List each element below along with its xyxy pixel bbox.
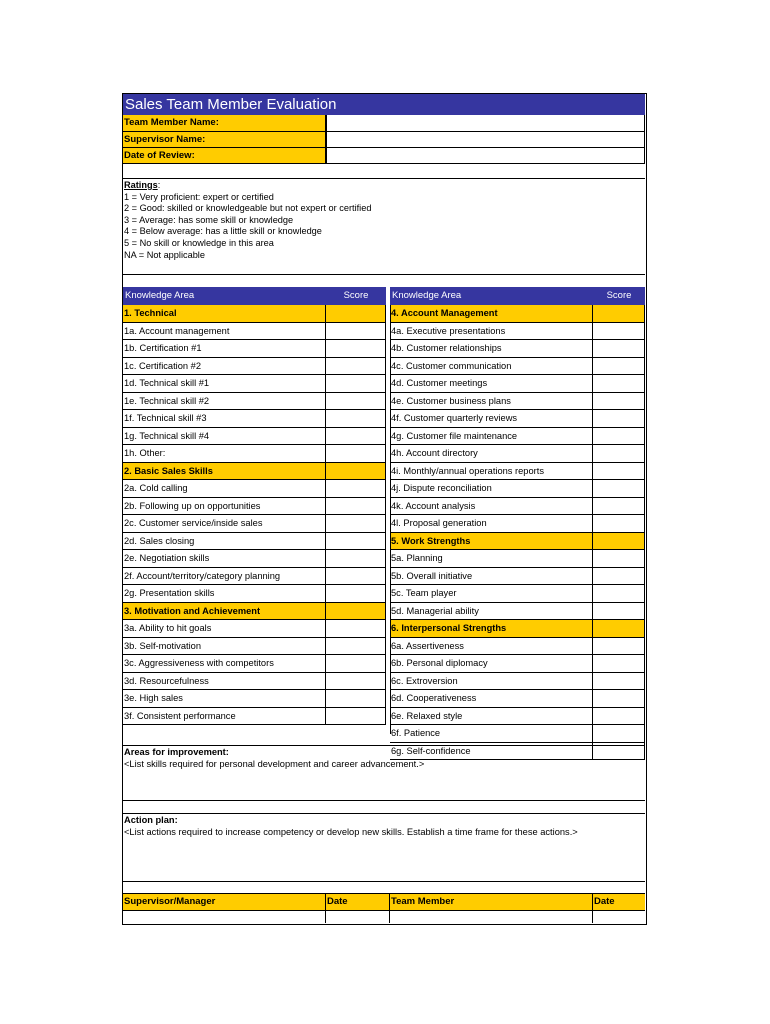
skill-label: 6e. Relaxed style [390,708,593,726]
skill-label: 6a. Assertiveness [390,638,593,656]
skill-label: 2f. Account/territory/category planning [123,568,326,586]
score-cell[interactable] [593,620,645,638]
skill-label: 4h. Account directory [390,445,593,463]
team-member-signature-field[interactable] [390,911,593,923]
score-cell[interactable] [593,358,645,376]
skill-label: 1b. Certification #1 [123,340,326,358]
rating-line: 4 = Below average: has a little skill or knowledge [124,226,322,237]
skill-label: 6f. Patience [390,725,593,743]
score-cell[interactable] [326,550,386,568]
table-row [390,358,645,376]
skill-label: 2a. Cold calling [123,480,326,498]
score-cell[interactable] [326,655,386,673]
score-cell[interactable] [593,445,645,463]
score-cell[interactable] [593,708,645,726]
skill-label: 4a. Executive presentations [390,323,593,341]
table-row [390,725,645,743]
skill-label: 2e. Negotiation skills [123,550,326,568]
right-score-header: Score [593,287,645,305]
evaluation-form [122,93,647,925]
skill-label: 2g. Presentation skills [123,585,326,603]
skill-label: 2b. Following up on opportunities [123,498,326,516]
category-row [123,463,386,481]
table-row [390,375,645,393]
skill-label: 3b. Self-motivation [123,638,326,656]
score-cell[interactable] [326,340,386,358]
score-cell[interactable] [593,463,645,481]
form-title: Sales Team Member Evaluation [123,94,645,115]
date-of-review-label: Date of Review: [123,148,326,164]
team-member-name-label: Team Member Name: [123,115,326,132]
table-row [123,410,386,428]
team-member-date-label: Date [593,894,645,911]
skill-label: 6g. Self-confidence [390,743,593,761]
skill-label: 4j. Dispute reconciliation [390,480,593,498]
table-row [390,603,645,621]
skill-label: 1g. Technical skill #4 [123,428,326,446]
column-separator [390,305,391,734]
table-row [123,690,386,708]
table-row [123,550,386,568]
skill-label: 2d. Sales closing [123,533,326,551]
score-cell[interactable] [593,515,645,533]
divider [123,881,645,882]
table-row [390,708,645,726]
table-row [123,515,386,533]
table-row [123,708,386,726]
score-cell[interactable] [326,375,386,393]
category-label: 5. Work Strengths [390,533,593,551]
table-row [390,323,645,341]
score-cell[interactable] [593,323,645,341]
score-cell[interactable] [593,340,645,358]
score-cell[interactable] [593,375,645,393]
supervisor-manager-label: Supervisor/Manager [123,894,326,911]
skill-label: 3f. Consistent performance [123,708,326,726]
skill-label: 5d. Managerial ability [390,603,593,621]
category-label: 6. Interpersonal Strengths [390,620,593,638]
skill-label: 1c. Certification #2 [123,358,326,376]
table-row [123,568,386,586]
supervisor-date-label: Date [326,894,390,911]
table-row [390,445,645,463]
rating-line: NA = Not applicable [124,249,205,260]
table-row [390,568,645,586]
skill-label: 4l. Proposal generation [390,515,593,533]
table-row [123,673,386,691]
score-cell[interactable] [326,463,386,481]
score-cell[interactable] [326,480,386,498]
skill-label: 4f. Customer quarterly reviews [390,410,593,428]
table-row [390,673,645,691]
score-cell[interactable] [593,585,645,603]
score-cell[interactable] [326,533,386,551]
table-row [390,690,645,708]
skill-label: 3a. Ability to hit goals [123,620,326,638]
rating-line: 3 = Average: has some skill or knowledge [124,214,294,225]
score-cell[interactable] [326,428,386,446]
score-cell[interactable] [593,305,645,323]
score-cell[interactable] [593,498,645,516]
score-cell[interactable] [326,305,386,323]
team-member-name-field[interactable] [326,115,645,132]
score-cell[interactable] [326,498,386,516]
skill-label: 1a. Account management [123,323,326,341]
score-cell[interactable] [593,655,645,673]
table-row [123,358,386,376]
score-cell[interactable] [326,708,386,726]
skill-label: 6b. Personal diplomacy [390,655,593,673]
supervisor-signature-field[interactable] [123,911,326,923]
table-row [390,585,645,603]
category-label: 3. Motivation and Achievement [123,603,326,621]
skill-label: 5c. Team player [390,585,593,603]
score-cell[interactable] [593,393,645,411]
skill-label: 6c. Extroversion [390,673,593,691]
action-plan-heading: Action plan: [124,815,178,825]
score-cell[interactable] [326,445,386,463]
skill-label: 1d. Technical skill #1 [123,375,326,393]
divider [123,745,645,746]
score-cell[interactable] [593,725,645,743]
right-knowledge-area-header: Knowledge Area [390,287,593,305]
table-row [123,620,386,638]
score-cell[interactable] [326,393,386,411]
table-row [123,585,386,603]
table-row [123,445,386,463]
table-row [390,655,645,673]
table-row [123,393,386,411]
table-row [123,655,386,673]
action-plan[interactable] [123,815,645,881]
table-row [390,498,645,516]
score-cell[interactable] [593,603,645,621]
table-row [390,550,645,568]
score-cell[interactable] [326,515,386,533]
table-row [123,340,386,358]
score-cell[interactable] [326,603,386,621]
divider [123,813,645,814]
score-cell[interactable] [326,620,386,638]
table-row [390,393,645,411]
ratings-heading: Ratings [124,180,158,190]
ratings-colon: : [157,180,161,190]
table-row [123,428,386,446]
divider [123,274,645,275]
supervisor-date-field[interactable] [326,911,390,923]
category-label: 1. Technical [123,305,326,323]
right-knowledge-table [390,305,645,760]
score-cell[interactable] [326,690,386,708]
table-row [390,638,645,656]
divider [123,800,645,801]
score-cell[interactable] [593,673,645,691]
score-cell[interactable] [593,550,645,568]
improvement-text: <List skills required for personal development and career advancement.> [124,758,425,769]
skill-label: 3d. Resourcefulness [123,673,326,691]
improvement-heading: Areas for improvement: [124,747,229,757]
skill-label: 4d. Customer meetings [390,375,593,393]
table-row [123,323,386,341]
table-row [390,480,645,498]
skill-label: 2c. Customer service/inside sales [123,515,326,533]
skill-label: 1e. Technical skill #2 [123,393,326,411]
ratings-legend [123,179,645,274]
skill-label: 1f. Technical skill #3 [123,410,326,428]
score-cell[interactable] [326,358,386,376]
table-row [390,410,645,428]
score-cell[interactable] [593,638,645,656]
left-score-header: Score [326,287,386,305]
skill-label: 4c. Customer communication [390,358,593,376]
category-row [390,620,645,638]
score-cell[interactable] [326,673,386,691]
skill-label: 4e. Customer business plans [390,393,593,411]
score-cell[interactable] [593,533,645,551]
table-row [390,428,645,446]
skill-label: 3e. High sales [123,690,326,708]
category-row [123,603,386,621]
table-row [390,463,645,481]
category-row [390,305,645,323]
date-of-review-field[interactable] [326,148,645,164]
rating-line: 1 = Very proficient: expert or certified [124,191,274,202]
skill-label: 1h. Other: [123,445,326,463]
score-cell[interactable] [326,568,386,586]
skill-label: 4b. Customer relationships [390,340,593,358]
table-row [123,498,386,516]
table-row [123,638,386,656]
category-label: 2. Basic Sales Skills [123,463,326,481]
score-cell[interactable] [593,428,645,446]
supervisor-name-field[interactable] [326,132,645,148]
score-cell[interactable] [326,638,386,656]
table-row [123,375,386,393]
score-cell[interactable] [326,410,386,428]
table-row [123,480,386,498]
score-cell[interactable] [593,480,645,498]
score-cell[interactable] [593,690,645,708]
skill-label: 4k. Account analysis [390,498,593,516]
category-label: 4. Account Management [390,305,593,323]
skill-label: 4g. Customer file maintenance [390,428,593,446]
skill-label: 5b. Overall initiative [390,568,593,586]
rating-line: 5 = No skill or knowledge in this area [124,237,274,248]
score-cell[interactable] [593,410,645,428]
score-cell[interactable] [593,568,645,586]
skill-label: 5a. Planning [390,550,593,568]
score-cell[interactable] [326,323,386,341]
action-plan-text: <List actions required to increase competency or develop new skills. Establish a time frame for these actions.> [124,826,578,837]
supervisor-name-label: Supervisor Name: [123,132,326,148]
left-knowledge-table [123,305,386,725]
skill-label: 3c. Aggressiveness with competitors [123,655,326,673]
score-cell[interactable] [326,585,386,603]
table-row [390,515,645,533]
team-member-label: Team Member [390,894,593,911]
skill-label: 4i. Monthly/annual operations reports [390,463,593,481]
table-row [390,340,645,358]
category-row [123,305,386,323]
left-knowledge-area-header: Knowledge Area [123,287,326,305]
rating-line: 2 = Good: skilled or knowledgeable but not expert or certified [124,203,372,214]
table-row [123,533,386,551]
category-row [390,533,645,551]
areas-for-improvement[interactable] [123,747,645,800]
skill-label: 6d. Cooperativeness [390,690,593,708]
team-member-date-field[interactable] [593,911,645,923]
